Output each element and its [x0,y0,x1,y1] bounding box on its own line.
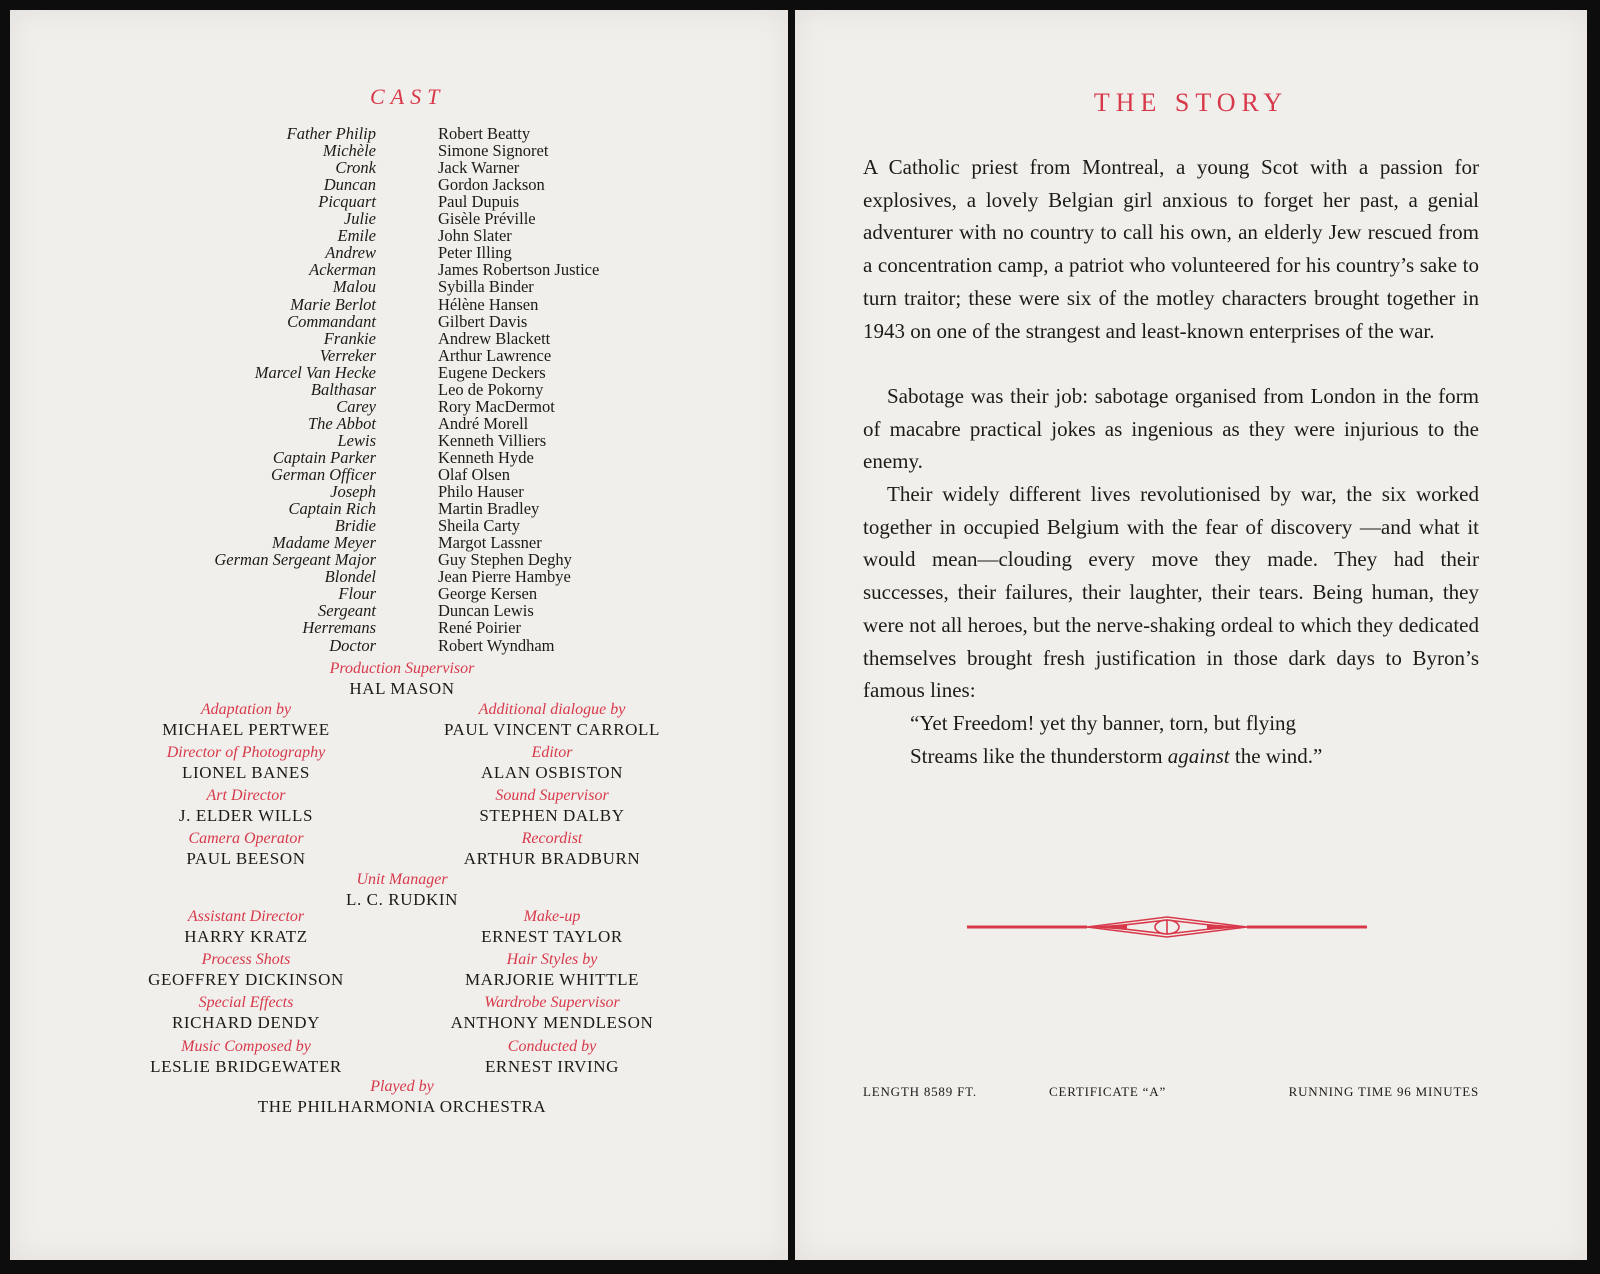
credit-name: ALAN OSBISTON [480,763,624,782]
credit-name: HARRY KRATZ [184,927,308,946]
story-paragraph-2: Sabotage was their job: sabotage organised from London in the form of macabre practical jokes as ingenious as they were injurious to the enemy. [863,384,1479,474]
story-paragraph-3: Their widely different lives revolutionised by war, the six worked together in occupied Belgium with the fear of discovery —and what it would mean—clouding every move they made. They had their successes, their failures, their laughter, their tears. Being human, they were not all heroes, but the nerve-shaking ordeal to which they dedicated themselves brought fresh justification in those dark days to Byron’s famous lines: [863,482,1479,703]
credit-name: THE PHILHARMONIA ORCHESTRA [257,1097,547,1116]
cast-role: Picquart [318,192,376,212]
cast-role: Carey [336,396,376,416]
story-heading: THE STORY [1093,88,1289,117]
cast-role: Ackerman [309,260,376,280]
credit-name: ANTHONY MENDLESON [450,1013,654,1032]
cast-actor: Sheila Carty [438,516,521,536]
credit-name: STEPHEN DALBY [479,806,625,825]
cast-actor: Leo de Pokorny [438,379,544,399]
cast-actor: Guy Stephen Deghy [438,550,572,570]
cast-actor: Hélène Hansen [438,294,539,314]
cast-role: Emile [337,226,376,246]
cast-actor: Eugene Deckers [438,362,546,382]
cast-actor: Jack Warner [438,158,520,178]
cast-actor: Simone Signoret [438,141,549,161]
footer-certificate: CERTIFICATE “A” [1049,1084,1167,1099]
verse-line-1: “Yet Freedom! yet thy banner, torn, but flying [910,711,1297,735]
credit-name: MICHAEL PERTWEE [162,720,330,739]
credit-name: MARJORIE WHITTLE [464,970,640,989]
credit-name: ARTHUR BRADBURN [463,849,641,868]
left-page [10,10,788,1260]
cast-actor: Paul Dupuis [438,192,520,212]
credit-name: PAUL VINCENT CARROLL [443,720,661,739]
cast-actor: George Kersen [438,584,538,604]
cast-role: Doctor [329,635,376,655]
credit-label: Editor [531,744,573,761]
cast-role: Michèle [322,141,376,161]
cast-actor: Robert Wyndham [438,635,555,655]
cast-role: Cronk [335,158,376,178]
cast-actor: Andrew Blackett [438,328,551,348]
credit-name: LESLIE BRIDGEWATER [150,1057,342,1076]
cast-actor: Olaf Olsen [438,465,510,484]
credit-name: J. ELDER WILLS [178,806,314,825]
credit-label: Unit Manager [356,871,448,888]
footer-running-time: RUNNING TIME 96 MINUTES [1288,1084,1479,1099]
credit-label: Art Director [206,787,286,804]
cast-actor: James Robertson Justice [438,260,600,280]
cast-actor: Philo Hauser [438,482,524,502]
cast-role: Father Philip [286,124,376,143]
cast-role: German Officer [271,465,376,484]
credit-label: Conducted by [507,1038,597,1055]
cast-role: German Sergeant Major [214,550,376,570]
cast-actor: Gordon Jackson [438,175,545,195]
credit-label: Additional dialogue by [478,701,626,718]
cast-role: Flour [338,584,376,604]
right-page [795,10,1587,1260]
credit-label: Music Composed by [181,1038,311,1055]
story-paragraph-1: A Catholic priest from Montreal, a young Scot with a passion for explosives, a lovely Belgian girl anxious to forget her past, a genial adventurer with no country to call his own, an elderly Jew rescued from a concentration camp, a patriot who volunteered for his country’s sake to turn traitor; these were six of the motley characters brought together in 1943 on one of the strangest and least-known enterprises of the war. [863,155,1479,343]
cast-actor: Gisèle Préville [438,209,536,229]
cast-actor: Robert Beatty [438,124,531,143]
cast-actor: Rory MacDermot [438,396,555,416]
cast-role: Lewis [337,430,376,450]
cast-actor: Margot Lassner [438,533,542,553]
credit-label: Director of Photography [166,744,326,761]
credit-name: GEOFFREY DICKINSON [148,970,344,989]
cast-role: Captain Rich [288,499,376,519]
cast-actor: Peter Illing [438,243,512,263]
credit-name: PAUL BEESON [186,849,306,868]
cast-role: Sergeant [317,601,376,621]
credit-label: Wardrobe Supervisor [484,994,620,1011]
credit-name: L. C. RUDKIN [345,890,459,909]
credit-label: Process Shots [201,951,291,968]
cast-actor: Gilbert Davis [438,311,528,331]
credit-name: LIONEL BANES [182,763,310,782]
credit-label: Camera Operator [188,830,304,847]
credit-label: Make-up [523,908,581,925]
credit-label: Assistant Director [187,908,305,925]
cast-actor: Arthur Lawrence [438,345,552,365]
verse-line-2: Streams like the thunderstorm against the wind.” [910,744,1323,768]
credit-label: Recordist [521,830,583,847]
cast-role: Marie Berlot [290,294,376,314]
credit-label: Production Supervisor [329,660,475,677]
cast-role: Julie [343,209,376,229]
credit-name: HAL MASON [349,679,455,698]
decorative-ornament-icon [967,912,1367,942]
cast-role: The Abbot [308,413,376,433]
credit-label: Adaptation by [200,701,292,718]
cast-actor: Duncan Lewis [438,601,534,621]
cast-role: Marcel Van Hecke [254,362,376,382]
cast-role: Balthasar [310,379,376,399]
cast-actor: Kenneth Villiers [438,430,547,450]
credit-name: RICHARD DENDY [171,1013,321,1032]
cast-role: Andrew [325,243,376,263]
cast-role: Blondel [324,567,376,587]
cast-actor: John Slater [438,226,512,246]
footer-length: LENGTH 8589 FT. [863,1084,977,1099]
cast-actor: Jean Pierre Hambye [438,567,571,587]
cast-role: Captain Parker [272,447,376,467]
cast-role: Frankie [323,328,376,348]
cast-actor: René Poirier [438,618,521,638]
cast-role: Commandant [287,311,376,331]
cast-role: Verreker [319,345,376,365]
cast-role: Herremans [302,618,376,638]
cast-actor: Kenneth Hyde [438,447,534,467]
credit-label: Played by [370,1078,434,1095]
cast-role: Malou [332,277,376,297]
credit-label: Special Effects [198,994,294,1011]
cast-role: Duncan [323,175,376,195]
cast-actor: Sybilla Binder [438,277,534,297]
cast-role: Madame Meyer [272,533,376,553]
credit-label: Hair Styles by [506,951,598,968]
credit-label: Sound Supervisor [495,787,609,804]
cast-role: Joseph [330,482,376,502]
verse-emphasis: against [1167,744,1230,768]
cast-role: Bridie [334,516,376,536]
cast-heading: CAST [370,84,446,109]
cast-actor: Martin Bradley [438,499,540,519]
cast-actor: André Morell [438,413,529,433]
credit-name: ERNEST IRVING [484,1057,620,1076]
credit-name: ERNEST TAYLOR [481,927,623,946]
